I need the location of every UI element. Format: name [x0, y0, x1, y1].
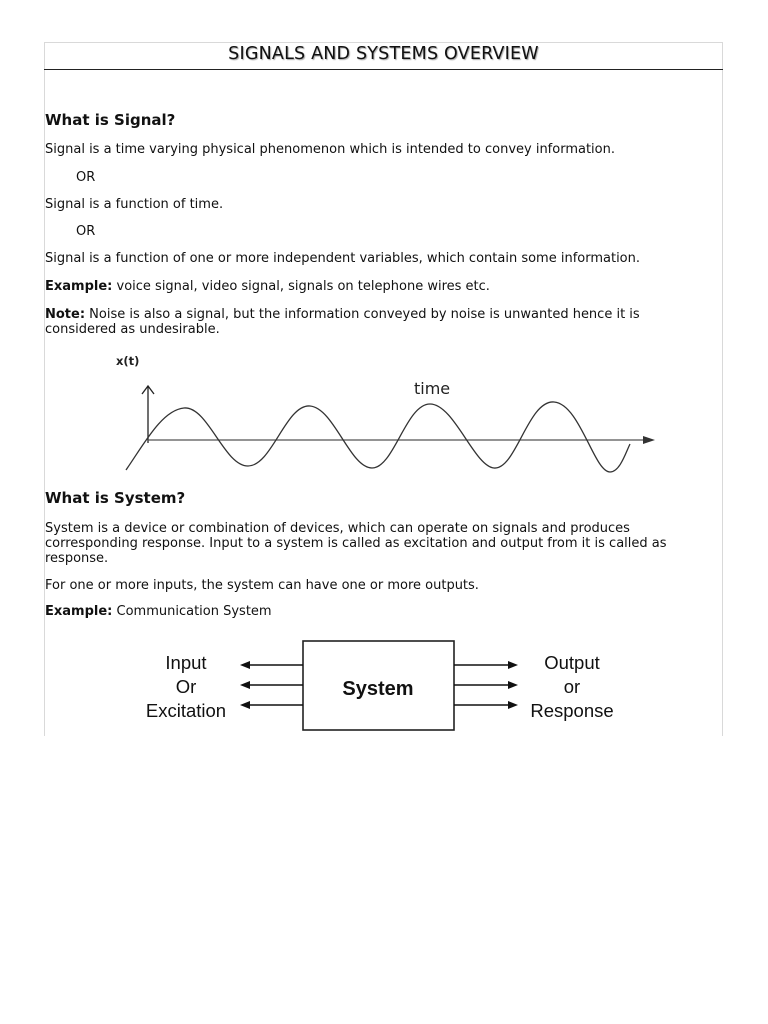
system-def-2-block	[45, 578, 715, 593]
system-example	[45, 604, 715, 619]
input-label-line-3: Excitation	[145, 700, 227, 721]
or-2-block	[45, 224, 715, 239]
signal-note	[45, 307, 715, 337]
signal-y-axis-label: x(t)	[116, 354, 140, 368]
signal-note-label: Note:	[45, 307, 86, 322]
signal-def-2-block	[45, 197, 715, 212]
or-separator-2: OR	[76, 224, 96, 239]
system-example-text: Communication System	[112, 604, 272, 619]
system-example-block	[45, 604, 715, 619]
output-label-line-1: Output	[544, 652, 600, 673]
signal-example-label: Example:	[45, 279, 113, 294]
signal-example-text: voice signal, video signal, signals on telephone wires etc.	[112, 279, 490, 294]
signal-example-block	[45, 279, 715, 294]
signal-definition-3: Signal is a function of one or more independent variables, which contain some information.	[45, 251, 641, 266]
or-1-block	[45, 170, 715, 185]
system-heading-block	[45, 491, 715, 506]
signal-definition-2: Signal is a function of time.	[45, 197, 224, 212]
page-title: SIGNALS AND SYSTEMS OVERVIEW	[228, 44, 539, 64]
signal-x-axis-arrowhead	[643, 436, 655, 444]
signal-definition-1: Signal is a time varying physical phenomenon which is intended to convey information.	[45, 142, 615, 157]
signal-example	[45, 279, 715, 294]
output-arrow-1-head	[508, 661, 518, 669]
system-box-label: System	[342, 678, 414, 700]
input-label-line-2: Or	[175, 676, 197, 697]
title-divider	[44, 69, 723, 70]
system-def-1-block	[45, 521, 715, 566]
input-label-line-1: Input	[165, 652, 207, 673]
output-arrow-2-head	[508, 681, 518, 689]
signal-note-text: Noise is also a signal, but the information conveyed by noise is unwanted hence it is considered as undesirable.	[45, 307, 640, 337]
system-definition-2: For one or more inputs, the system can have one or more outputs.	[45, 578, 479, 593]
output-arrow-3-head	[508, 701, 518, 709]
output-label-line-3: Response	[530, 700, 614, 721]
system-block-diagram	[130, 636, 640, 736]
signal-note-block	[45, 307, 715, 337]
output-label-line-2: or	[563, 676, 581, 697]
input-arrow-2-head	[240, 681, 250, 689]
signal-def-1-block	[45, 142, 715, 157]
signal-waveform-figure	[110, 348, 670, 478]
input-arrow-3-head	[240, 701, 250, 709]
system-example-label: Example:	[45, 604, 113, 619]
signal-heading-block	[45, 113, 715, 128]
signal-def-3-block	[45, 251, 715, 266]
system-definition-1: System is a device or combination of devices, which can operate on signals and produces corresponding response. Input to a system is called as excitation and output from it is called as response.	[45, 521, 667, 566]
or-separator-1: OR	[76, 170, 96, 185]
system-heading: What is System?	[45, 489, 186, 507]
signal-x-axis-label: time	[414, 379, 451, 398]
input-arrow-1-head	[240, 661, 250, 669]
signal-sine-wave	[126, 402, 630, 472]
signal-heading: What is Signal?	[45, 111, 176, 129]
